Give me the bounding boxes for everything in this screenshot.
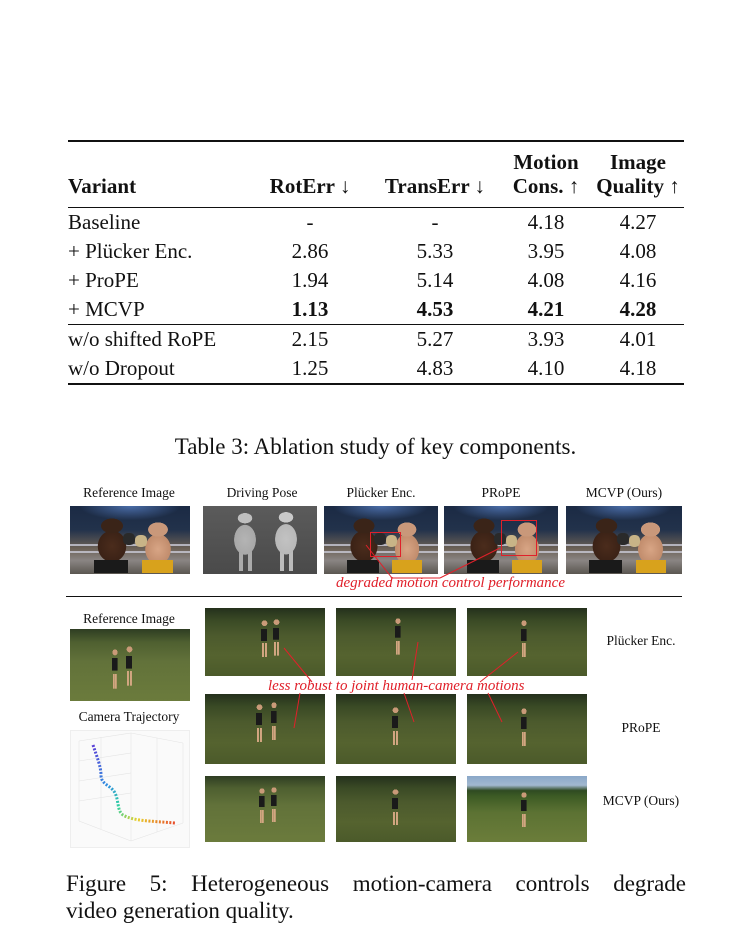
cell-motion: 3.93 (527, 327, 565, 351)
cell-motion: 4.18 (527, 210, 565, 234)
table-caption: Table 3: Ablation study of key components. (174, 434, 577, 459)
cell-transerr: 4.83 (370, 354, 500, 384)
cell-transerr: 4.53 (370, 295, 500, 325)
row-label-mcvp: MCVP (Ours) (602, 793, 680, 808)
cell-motion: 3.95 (527, 239, 565, 263)
row-label-plucker: Plücker Enc. (606, 633, 676, 648)
cell-quality: 4.18 (592, 354, 684, 384)
header-motion-cons: Motion Cons. ↑ (512, 150, 580, 198)
row-label-prope: PRoPE (621, 720, 661, 735)
cell-transerr: 5.14 (416, 268, 454, 292)
cell-variant: + ProPE (68, 268, 139, 292)
cell-quality: 4.28 (592, 295, 684, 325)
cell-variant: w/o shifted RoPE (68, 327, 217, 351)
cell-motion: 4.08 (527, 268, 565, 292)
label-camera-trajectory: Camera Trajectory (78, 709, 180, 724)
cell-quality: 4.27 (619, 210, 657, 234)
figure-caption (66, 870, 686, 924)
cell-roterr: 1.25 (250, 354, 370, 384)
note-degraded-motion: degraded motion control performance (336, 575, 565, 591)
label-prope-top: PRoPE (481, 485, 521, 500)
cell-variant: + MCVP (68, 295, 250, 325)
figure-caption-line-2: video generation quality. (66, 898, 294, 923)
label-mcvp-top: MCVP (Ours) (585, 485, 663, 500)
figure-caption-line-1: Figure 5: Heterogeneous motion-camera controls degrade (66, 871, 686, 896)
cell-variant: Baseline (68, 210, 141, 234)
cell-transerr: - (431, 210, 439, 234)
cell-variant: w/o Dropout (68, 354, 250, 384)
label-reference-image-top: Reference Image (83, 485, 175, 500)
cell-roterr: 2.15 (291, 327, 329, 351)
header-transerr: TransErr ↓ (384, 174, 486, 198)
cell-roterr: 2.86 (291, 239, 329, 263)
cell-transerr: 5.27 (416, 327, 454, 351)
cell-quality: 4.08 (619, 239, 657, 263)
header-roterr: RotErr ↓ (269, 174, 351, 198)
cell-quality: 4.16 (619, 268, 657, 292)
cell-motion: 4.10 (500, 354, 592, 384)
cell-roterr: 1.94 (291, 268, 329, 292)
cell-variant: + Plücker Enc. (68, 239, 193, 263)
header-variant: Variant (68, 174, 137, 198)
label-plucker-top: Plücker Enc. (346, 485, 416, 500)
label-driving-pose: Driving Pose (226, 485, 298, 500)
cell-transerr: 5.33 (416, 239, 454, 263)
note-less-robust: less robust to joint human-camera motions (268, 678, 525, 694)
label-reference-image-bottom: Reference Image (83, 611, 175, 626)
cell-roterr: 1.13 (250, 295, 370, 325)
cell-motion: 4.21 (500, 295, 592, 325)
cell-quality: 4.01 (619, 327, 657, 351)
header-image-quality: Image Quality ↑ (596, 150, 680, 198)
cell-roterr: - (306, 210, 314, 234)
